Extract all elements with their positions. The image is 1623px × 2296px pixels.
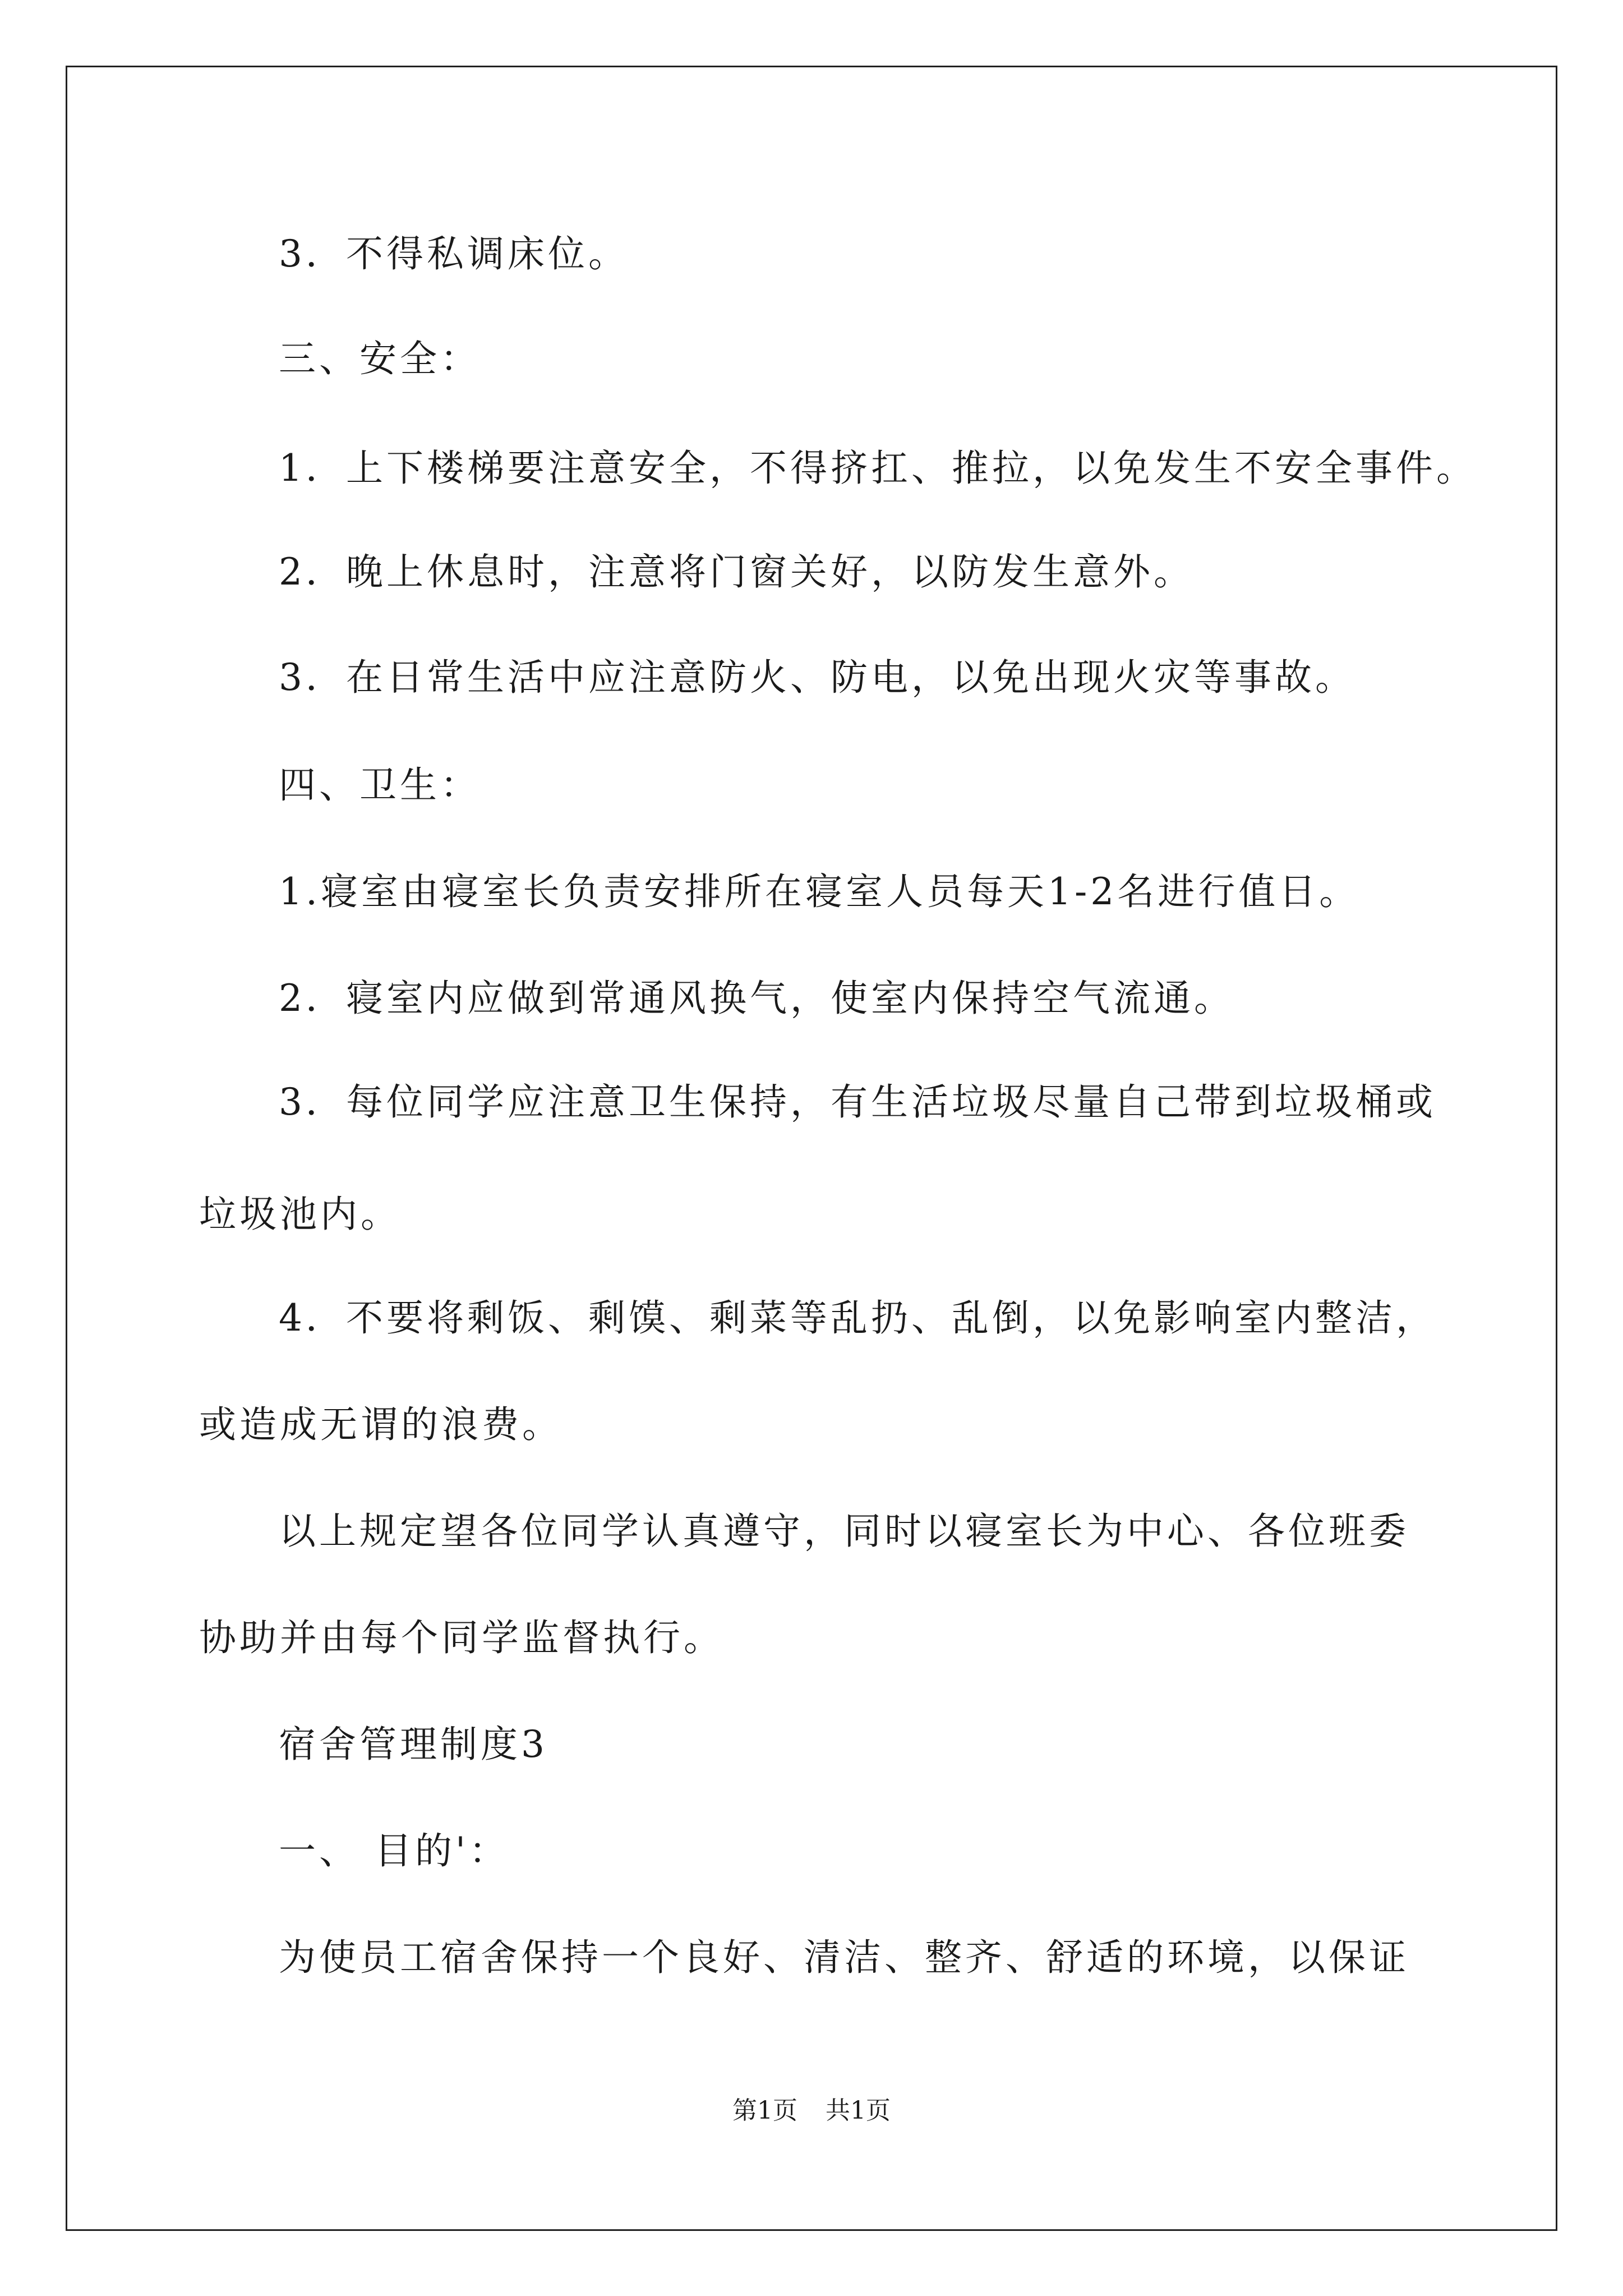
section-heading-safety: 三、安全： [279,337,481,380]
text-line: 3．不得私调床位。 [279,232,629,275]
page-footer [0,2095,1623,2127]
text-line: 1.寝室由寝室长负责安排所在寝室人员每天1-2名进行值日。 [279,870,1360,913]
text-line: 以上规定望各位同学认真遵守，同时以寝室长为中心、各位班委 [279,1510,1409,1553]
section-heading-hygiene: 四、卫生： [279,763,481,807]
text-line: 1．上下楼梯要注意安全，不得挤扛、推拉，以免发生不安全事件。 [279,447,1477,490]
section-heading-purpose: 一、 目的'： [279,1829,510,1872]
page-number: 第1页 [732,2096,797,2125]
page-total: 共1页 [826,2096,891,2125]
text-line: 3．每位同学应注意卫生保持，有生活垃圾尽量自己带到垃圾桶或 [279,1080,1436,1124]
text-line: 2．晚上休息时，注意将门窗关好，以防发生意外。 [279,550,1194,593]
document-title-line: 宿舍管理制度3 [279,1723,548,1766]
text-line: 2．寝室内应做到常通风换气，使室内保持空气流通。 [279,977,1234,1020]
text-line: 3．在日常生活中应注意防火、防电，以免出现火灾等事故。 [279,656,1355,699]
text-line-continued: 或造成无谓的浪费。 [199,1403,562,1446]
text-line: 4．不要将剩饭、剩馍、剩菜等乱扔、乱倒，以免影响室内整洁， [279,1296,1436,1340]
text-line-continued: 垃圾池内。 [199,1193,401,1236]
page-border [66,66,1557,2231]
text-line: 为使员工宿舍保持一个良好、清洁、整齐、舒适的环境，以保证 [279,1936,1409,1979]
text-line-continued: 协助并由每个同学监督执行。 [199,1616,724,1659]
